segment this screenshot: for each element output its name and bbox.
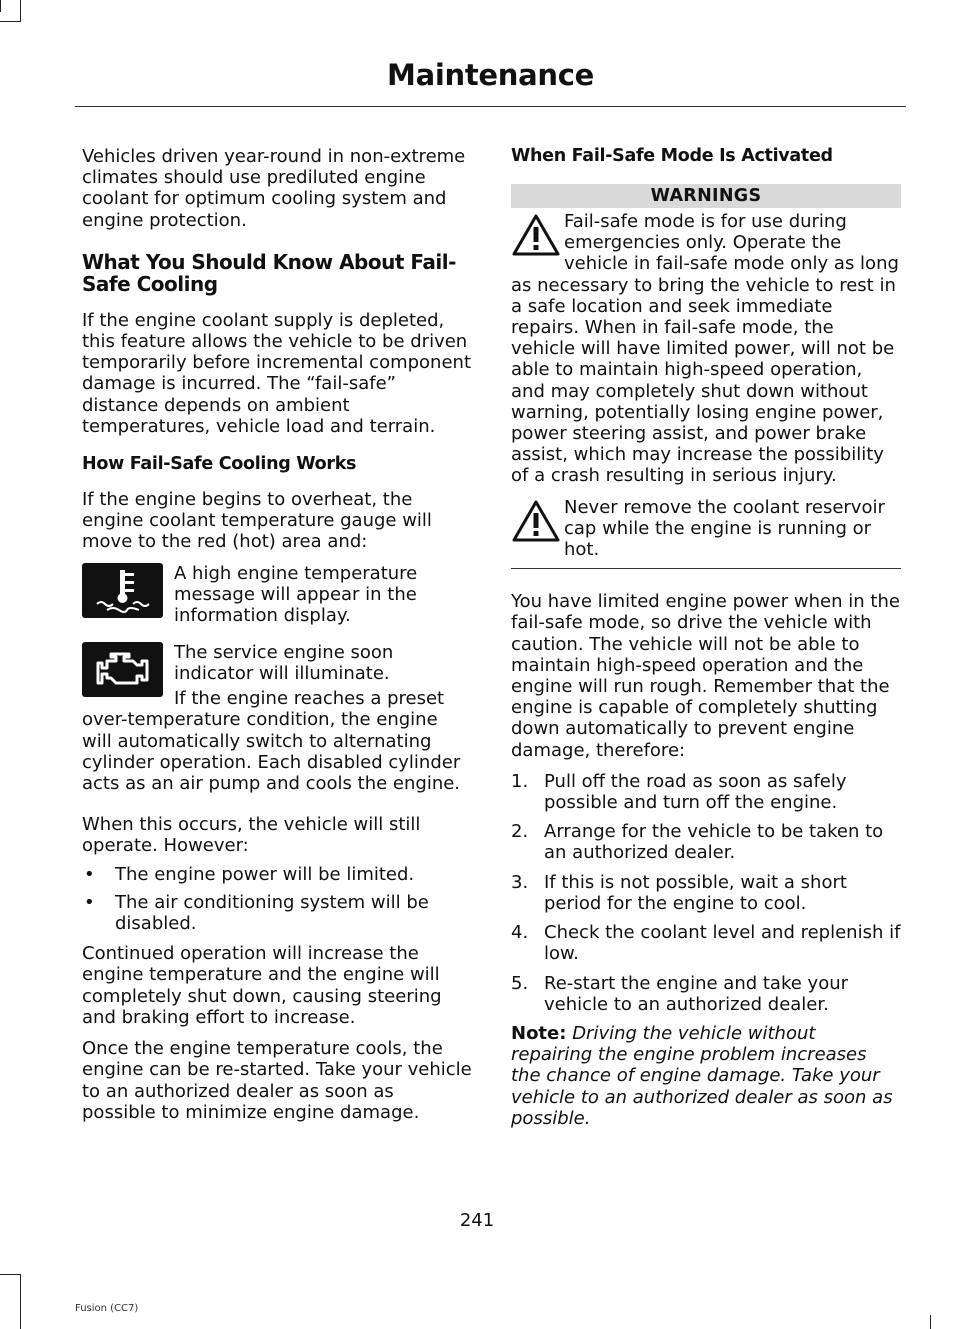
check-engine-icon [82, 642, 163, 697]
list-item: • The air conditioning system will be disabled. [84, 891, 429, 935]
crop-mark [20, 0, 21, 22]
note-label: Note: [511, 1022, 567, 1044]
right-column [511, 146, 901, 1129]
warning-triangle-icon [511, 213, 561, 257]
footer-model: Fusion (CC7) [75, 1303, 139, 1314]
crop-mark [930, 1315, 931, 1329]
crop-mark [0, 21, 21, 22]
header-divider [75, 106, 906, 107]
limitations-list [82, 864, 472, 935]
warning-triangle-icon [511, 499, 561, 543]
list-item: 1. Pull off the road as soon as safely possible and turn off the engine. [511, 770, 847, 814]
steps-list [511, 771, 901, 1015]
page-number: 241 [459, 1210, 495, 1231]
section-heading-fail-safe-mode: When Fail-Safe Mode Is Activated [511, 146, 833, 166]
list-item: 3. If this is not possible, wait a short period for the engine to cool. [511, 871, 847, 914]
once-cooled-paragraph: Once the engine temperature cools, the engine can be re-started. Take your vehicle to an authorized dealer as soon as possible to minimize engine damage. [82, 1038, 472, 1123]
fail-safe-description: If the engine coolant supply is depleted, this feature allows the vehicle to be driven temporarily before incremental component damage is incurred. The “fail-safe” distance depends on ambient temperatures, vehicle load and terrain. [82, 309, 472, 437]
list-item: • The engine power will be limited. [84, 863, 415, 885]
occurs-paragraph: When this occurs, the vehicle will still operate. However: [82, 814, 421, 857]
section-heading-how-it-works: How Fail-Safe Cooling Works [82, 454, 357, 475]
engine-soon-text: The service engine soon indicator will illuminate. [174, 642, 394, 685]
list-item: 2. Arrange for the vehicle to be taken to an authorized dealer. [511, 821, 884, 864]
crop-mark [0, 1274, 20, 1275]
warnings-header: WARNINGS [511, 184, 901, 208]
bullet: • [84, 863, 95, 885]
warning-text: Fail-safe mode is for use during emergencies only. Operate the vehicle in fail-safe mode only as long as necessary to bring the vehicle to rest in a safe location and seek immediate repairs. When in fail-safe mode, the vehicle will have limited power, will not be able to maintain high-speed operation, and may completely shut down without warning, potentially losing engine power, power steering assist, and power brake assist, which may increase the possibility of a crash resulting in serious injury. [511, 211, 899, 487]
overheat-paragraph: If the engine begins to overheat, the engine coolant temperature gauge will move to the red (hot) area and: [82, 489, 432, 553]
list-item: 4. Check the coolant level and replenish if low. [511, 922, 901, 965]
temperature-message-text: A high engine temperature message will appear in the information display. [174, 562, 418, 627]
list-item: 5. Re-start the engine and take your vehicle to an authorized dealer. [511, 972, 849, 1015]
warning-coolant-cap [511, 497, 901, 561]
left-column [82, 146, 472, 1123]
crop-mark [20, 1274, 21, 1329]
intro-paragraph: Vehicles driven year-round in non-extreme climates should use prediluted engine coolant for optimum cooling system and engine protection. [82, 146, 466, 231]
note-paragraph [511, 1023, 901, 1129]
crop-mark [0, 0, 1, 12]
warning-text: Never remove the coolant reservoir cap while the engine is running or hot. [564, 496, 885, 561]
note-text: Driving the vehicle without repairing the engine problem increases the chance of engine damage. Take your vehicle to an authorized dealer as soon as possible. [511, 1022, 893, 1129]
section-heading-fail-safe-cooling: What You Should Know About Fail-Safe Cooling [82, 249, 456, 296]
temperature-indicator-row [82, 563, 472, 627]
preset-paragraph: If the engine reaches a preset over-temperature condition, the engine will automatically switch to alternating cylinder operation. Each disabled cylinder acts as an air pump and cools the engine. [82, 688, 461, 795]
limited-power-paragraph: You have limited engine power when in the fail-safe mode, so drive the vehicle with caution. The vehicle will not be able to maintain high-speed operation and the engine will run rough. Remember that the engine is capable of completely shutting down automatically to prevent engine damage, therefore: [511, 591, 900, 761]
warning-fail-safe [511, 211, 901, 487]
engine-coolant-temperature-icon [82, 563, 163, 618]
continued-operation-paragraph: Continued operation will increase the engine temperature and the engine will completely shut down, causing steering and braking effort to increase. [82, 943, 442, 1028]
bullet: • [84, 891, 95, 913]
page-title: Maintenance [387, 58, 594, 92]
